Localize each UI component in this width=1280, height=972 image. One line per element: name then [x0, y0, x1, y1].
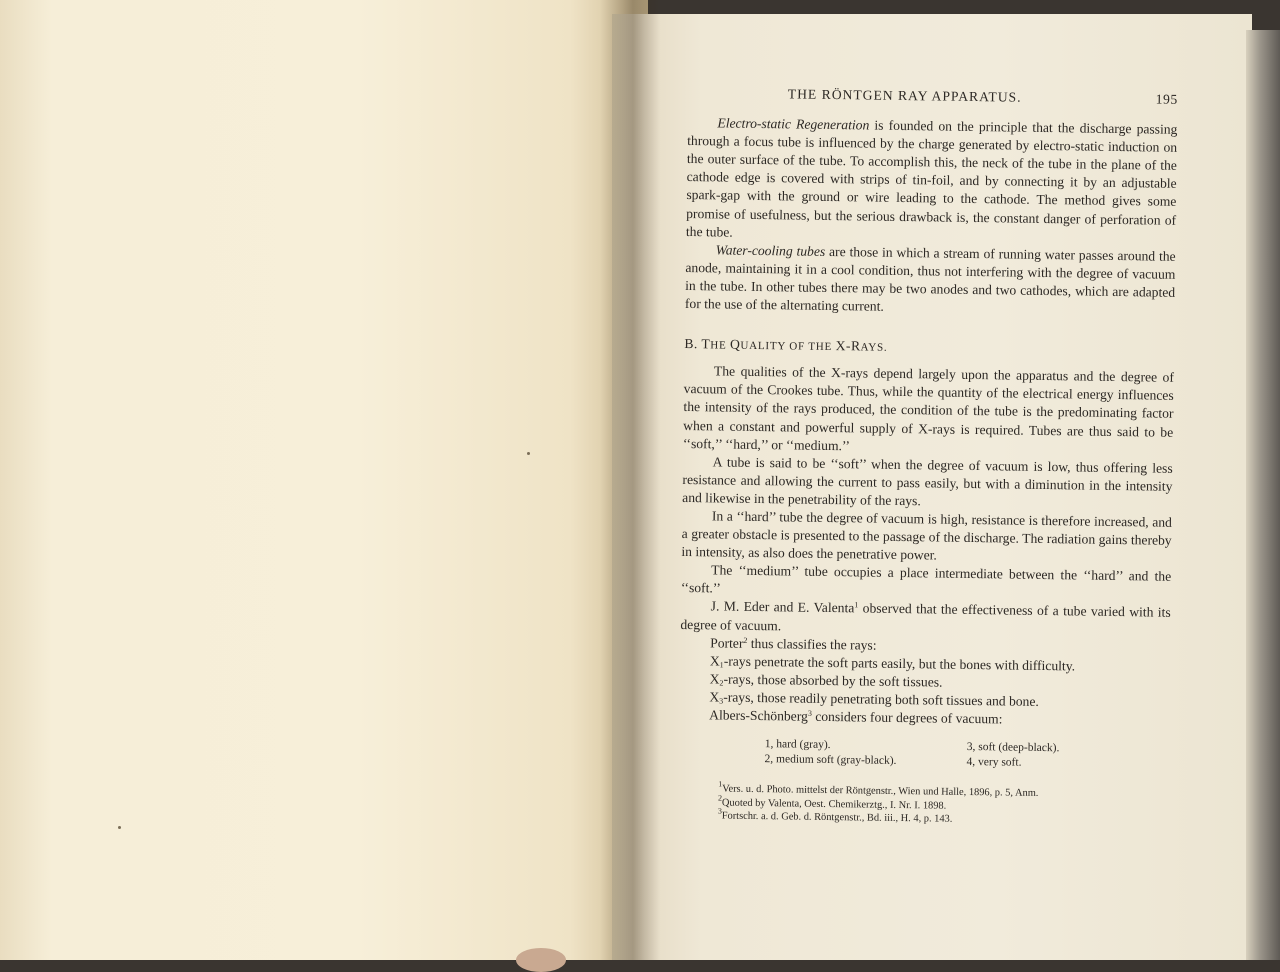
paragraph-electrostatic: Electro-static Regeneration is founded on the principle that the discharge passing through a focus tube is influenced by the charge generated by electro-static induction on the outer surface of the tube. To accomplish this, the neck of the tube in the plane of the cathode edge is covered with strips of tin-foil, and by connecting it by an adjustable spark-gap with the ground or wire leading to the cathode. The method gives some promise of usefulness, but the serious drawback is, the constant danger of perforation of the tube.: [685, 115, 1178, 240]
degree-item: 4, very soft.: [966, 756, 1022, 769]
paragraph-qualities: The qualities of the X-rays depend largely upon the apparatus and the degree of vacuum of the Crookes tube. Thus, while the quantity of the electrical energy influences the intensity of the rays produced, the condition of the tube is the predominating factor when a constant and powerful supply of X-rays is required. Tubes are thus said to be ‘‘soft,’’ ‘‘hard,’’ or ‘‘medium.’’: [682, 363, 1175, 453]
footnote: $^1$Vers. u. d. Photo. mittelst der Röntgenstr., Wien und Halle, 1896, p. 5, Anm.: [718, 779, 1039, 800]
page-title: THE RÖNTGEN RAY APPARATUS.: [787, 86, 1022, 105]
section-heading: B. THE QUALITY OF THE X-RAYS.: [684, 336, 888, 354]
vacuum-degrees: [764, 737, 1168, 773]
degree-item: 2, medium soft (gray-black).: [764, 753, 897, 768]
paragraph-porter: Porter$^2$ thus classifies the rays:: [710, 634, 877, 653]
paragraph-soft: A tube is said to be ‘‘soft’’ when the degree of vacuum is low, thus offering less resistance and allowing the current to pass easily, but with a diminution in the intensity and likewise in the penetrability of the rays.: [682, 454, 1173, 509]
degree-item: 3, soft (deep-black).: [966, 741, 1060, 755]
paragraph-albers: Albers-Schönberg$^3$ considers four degrees of vacuum:: [709, 707, 1003, 727]
x2-rays-line: $X_2$-rays, those absorbed by the soft tissues.: [709, 671, 943, 690]
footnote: $^2$Quoted by Valenta, Oest. Chemikerztg., I. Nr. I. 1898.: [717, 792, 947, 812]
paragraph-eder: J. M. Eder and E. Valenta$^1$ observed that the effectiveness of a tube varied with its degree of vacuum.: [680, 598, 1171, 633]
page-text: [678, 84, 1178, 829]
x1-rays-line: $X_1$-rays penetrate the soft parts easily, but the bones with difficulty.: [709, 653, 1076, 674]
x3-rays-line: $X_3$-rays, those readily penetrating both soft tissues and bone.: [709, 689, 1039, 709]
thumb: [516, 948, 566, 972]
book-page-edges: [1246, 30, 1280, 960]
paragraph-water-cooling: Water-cooling tubes are those in which a stream of running water passes around the anode, maintaining it in a cool condition, thus not interfering with the degree of vacuum in the tube. In other tubes there may be two anodes and two cathodes, which are adapted for the use of the alternating current.: [684, 242, 1176, 314]
page-number: 195: [1155, 91, 1178, 107]
footnote: $^3$Fortschr. a. d. Geb. d. Röntgenstr., Bd. iii., H. 4, p. 143.: [717, 806, 953, 825]
paper-speck: [527, 452, 530, 455]
paragraph-hard: In a ‘‘hard’’ tube the degree of vacuum is high, resistance is therefore increased, and a greater obstacle is presented to the passage of the discharge. The radiation gains thereby in intensity, as also does the penetrative power.: [681, 508, 1173, 563]
paragraph-medium: The ‘‘medium’’ tube occupies a place intermediate between the ‘‘hard’’ and the ‘‘soft.’’: [680, 562, 1172, 596]
degree-item: 1, hard (gray).: [764, 738, 831, 752]
book-spine-shadow: [600, 0, 660, 960]
footnotes: [678, 779, 1169, 829]
paper-speck: [118, 826, 121, 829]
